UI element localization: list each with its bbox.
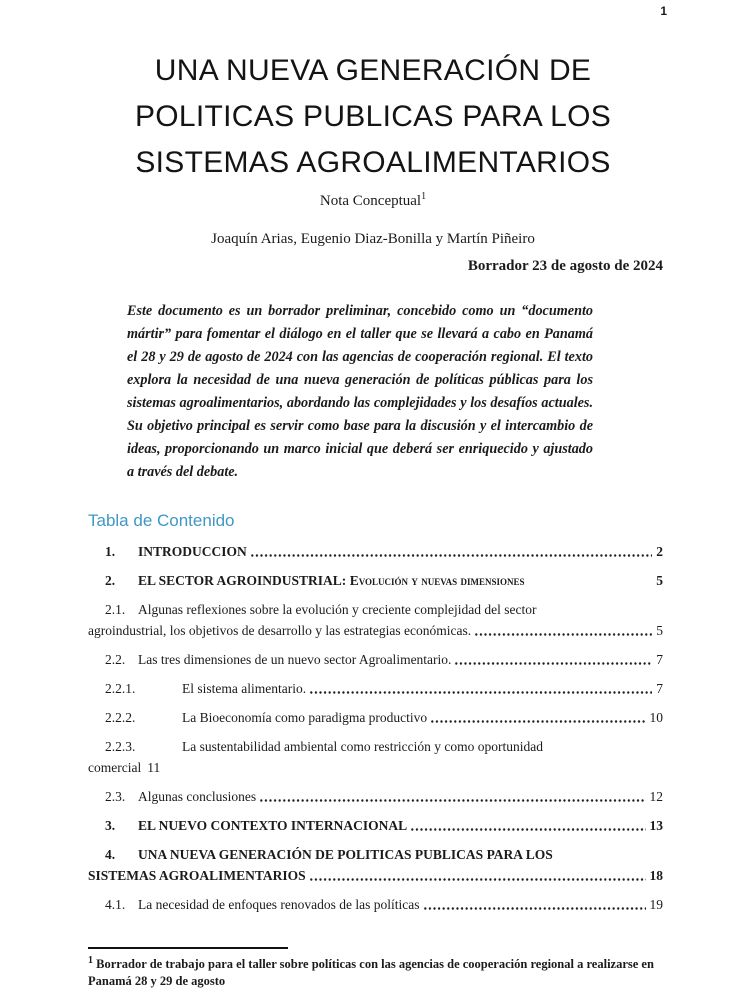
toc-entry[interactable] [88, 844, 663, 886]
toc-page-number: 18 [649, 868, 663, 883]
toc-entry[interactable] [88, 786, 663, 807]
toc-entry-number: 2.2.3. [105, 739, 136, 754]
toc-entry-line [88, 894, 663, 915]
toc-entry-number: 4. [105, 847, 116, 862]
toc-page-number: 7 [656, 681, 663, 696]
toc-entry[interactable] [88, 570, 663, 591]
toc-entry-line [88, 541, 663, 562]
toc-page-number: 10 [649, 710, 663, 725]
toc-dot-leader [423, 894, 646, 915]
toc-entry-label: El sistema alimentario. [182, 681, 307, 696]
toc-entry-number: 2.2.2. [105, 710, 136, 725]
toc-entry[interactable] [88, 678, 663, 699]
toc-entry[interactable] [88, 599, 663, 641]
title-line-3: SISTEMAS AGROALIMENTARIOS [135, 146, 611, 179]
title-line-1: UNA NUEVA GENERACIÓN DE [154, 54, 592, 87]
toc-entry[interactable] [88, 815, 663, 836]
toc-entry[interactable] [88, 707, 663, 728]
toc-entry-number: 2.3. [105, 789, 126, 804]
authors-line: Joaquín Arias, Eugenio Diaz-Bonilla y Martín Piñeiro [211, 231, 535, 247]
toc-entry-line [88, 786, 663, 807]
toc-entry-line [88, 678, 663, 699]
toc-entry[interactable] [88, 541, 663, 562]
toc-entry-number: 4.1. [105, 897, 126, 912]
toc-page-number: 12 [649, 789, 663, 804]
toc-entry-number: 2.2.1. [105, 681, 136, 696]
toc-dot-leader [410, 815, 645, 836]
toc-entry-line [88, 815, 663, 836]
footnote-ref-marker[interactable]: 1 [421, 191, 427, 202]
toc-entry-line [88, 865, 663, 886]
toc-entry-line [88, 707, 663, 728]
toc-entry[interactable] [88, 649, 663, 670]
table-of-contents [88, 541, 663, 923]
toc-entry-label: EL SECTOR AGROINDUSTRIAL: Evolución y nuevas dimensiones [138, 573, 525, 588]
abstract-paragraph: Este documento es un borrador preliminar, concebido como un “documento mártir” para fomentar el diálogo en el taller que se llevará a cabo en Panamá el 28 y 29 de agosto de 2024 con las agencias de cooperación regional. El texto explora la necesidad de una nueva generación de políticas públicas para los sistemas agroalimentarios, abordando las complejidades y los desafíos actuales. Su objetivo principal es servir como base para la discusión y el intercambio de ideas, proporcionando un marco inicial que deberá ser enriquecido y ajustado a través del debate. [127, 303, 593, 480]
toc-page-number: 11 [147, 760, 161, 775]
toc-dot-leader [309, 865, 646, 886]
toc-entry-number: 1. [105, 544, 116, 559]
subtitle [88, 193, 658, 210]
toc-entry-label: Las tres dimensiones de un nuevo sector Agroalimentario. [138, 652, 452, 667]
toc-entry-label: EL NUEVO CONTEXTO INTERNACIONAL [138, 818, 408, 833]
toc-dot-leader [309, 678, 652, 699]
subtitle-text: Nota Conceptual [319, 193, 422, 209]
toc-dot-leader [474, 620, 652, 641]
toc-entry-label: La necesidad de enfoques renovados de las políticas [138, 897, 420, 912]
toc-entry-label: agroindustrial, los objetivos de desarrollo y las estrategias económicas. [88, 623, 472, 638]
toc-entry[interactable] [88, 736, 663, 778]
toc-entry-line [88, 757, 663, 778]
toc-entry-number: 3. [105, 818, 116, 833]
toc-entry-label-smallcaps: Evolución y nuevas dimensiones [349, 573, 525, 588]
toc-entry-number: 2. [105, 573, 116, 588]
toc-entry-number: 2.2. [105, 652, 126, 667]
toc-dot-leader [454, 649, 652, 670]
toc-entry-label: SISTEMAS AGROALIMENTARIOS [88, 868, 306, 883]
toc-entry-label: Algunas conclusiones [138, 789, 257, 804]
toc-entry-line [88, 620, 663, 641]
toc-page-number: 2 [656, 544, 663, 559]
toc-entry-line [88, 570, 663, 591]
toc-entry-line [88, 736, 663, 757]
toc-entry-label: INTRODUCCION [138, 544, 247, 559]
toc-entry-label: Algunas reflexiones sobre la evolución y creciente complejidad del sector [138, 602, 537, 617]
toc-dot-leader [250, 541, 652, 562]
toc-entry-label: UNA NUEVA GENERACIÓN DE POLITICAS PUBLICAS PARA LOS [138, 847, 553, 862]
toc-entry-line [88, 649, 663, 670]
toc-entry-number: 2.1. [105, 602, 126, 617]
toc-page-number: 5 [656, 573, 663, 588]
toc-page-number: 7 [656, 652, 663, 667]
toc-entry-line [88, 599, 663, 620]
draft-date: Borrador 23 de agosto de 2024 [467, 258, 663, 274]
footnote-text: Borrador de trabajo para el taller sobre políticas con las agencias de cooperación regional a realizarse en Panamá 28 y 29 de agosto [88, 957, 654, 988]
footnote-separator [88, 947, 288, 949]
footnote-number: 1 [88, 954, 93, 966]
toc-heading: Tabla de Contenido [88, 511, 235, 530]
footnote [88, 956, 668, 990]
toc-entry[interactable] [88, 894, 663, 915]
toc-dot-leader [259, 786, 645, 807]
toc-page-number: 19 [649, 897, 663, 912]
document-title [88, 48, 658, 186]
toc-entry-label: La sustentabilidad ambiental como restricción y como oportunidad [182, 739, 544, 754]
toc-page-number: 5 [656, 623, 663, 638]
toc-entry-line [88, 844, 663, 865]
page-number: 1 [660, 4, 667, 18]
toc-page-number: 13 [649, 818, 663, 833]
toc-entry-label: La Bioeconomía como paradigma productivo [182, 710, 428, 725]
title-line-2: POLITICAS PUBLICAS PARA LOS [134, 100, 612, 133]
toc-dot-leader [430, 707, 645, 728]
toc-entry-label: comercial [88, 760, 142, 775]
